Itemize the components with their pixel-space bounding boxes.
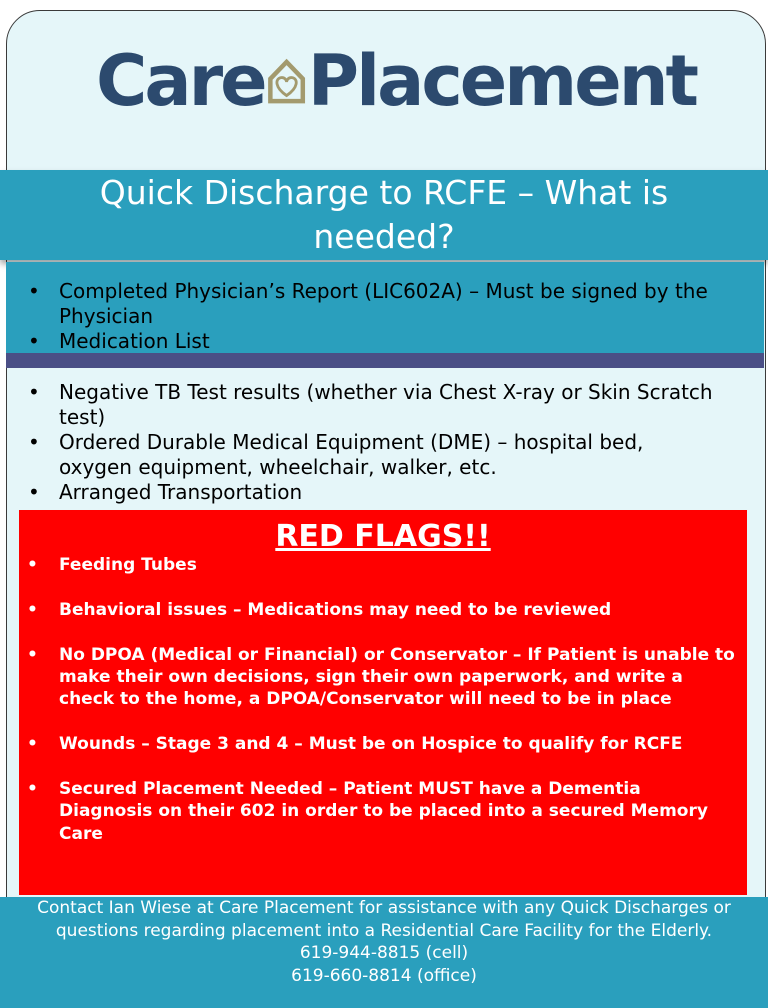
logo-word-care: Care	[96, 40, 265, 122]
page-title: Quick Discharge to RCFE – What is needed?	[99, 173, 669, 256]
red-flag-item: • No DPOA (Medical or Financial) or Conservator – If Patient is unable to make their own decisions, sign their own paperwork, and write a check to the home, a DPOA/Conservator will need to be in place	[19, 644, 739, 711]
care-placement-logo	[96, 36, 696, 126]
phone-cell: 619-944-8815 (cell)	[299, 943, 469, 963]
phone-office: 619-660-8814 (office)	[291, 965, 477, 986]
divider-bar	[6, 353, 764, 368]
red-flag-item: • Behavioral issues – Medications may need to be reviewed	[19, 599, 739, 621]
list-item: • Arranged Transportation	[6, 480, 719, 505]
red-flags-panel	[19, 510, 747, 895]
list-item: • Ordered Durable Medical Equipment (DME) – hospital bed, oxygen equipment, wheelchair, walker, etc.	[6, 430, 719, 480]
list-item: • Medication List	[6, 329, 719, 354]
requirements-list-top	[6, 279, 719, 354]
list-item: • Negative TB Test results (whether via Chest X-ray or Skin Scratch test)	[6, 380, 719, 430]
red-flags-list	[19, 554, 739, 868]
contact-footer	[0, 897, 768, 1008]
red-flag-item: • Feeding Tubes	[19, 554, 739, 576]
house-heart-icon	[267, 41, 306, 121]
title-banner	[0, 170, 768, 260]
logo-word-placement: Placement	[307, 40, 696, 122]
requirements-list-bottom	[6, 380, 719, 505]
red-flag-item: • Secured Placement Needed – Patient MUST have a Dementia Diagnosis on their 602 in order to be placed into a secured Memory Care	[19, 778, 739, 845]
list-item: • Completed Physician’s Report (LIC602A) – Must be signed by the Physician	[6, 279, 719, 329]
contact-message: Contact Ian Wiese at Care Placement for assistance with any Quick Discharges or questions regarding placement into a Residential Care Facility for the Elderly.	[37, 898, 731, 941]
red-flags-title: RED FLAGS!!	[275, 519, 491, 554]
red-flag-item: • Wounds – Stage 3 and 4 – Must be on Hospice to qualify for RCFE	[19, 733, 739, 755]
